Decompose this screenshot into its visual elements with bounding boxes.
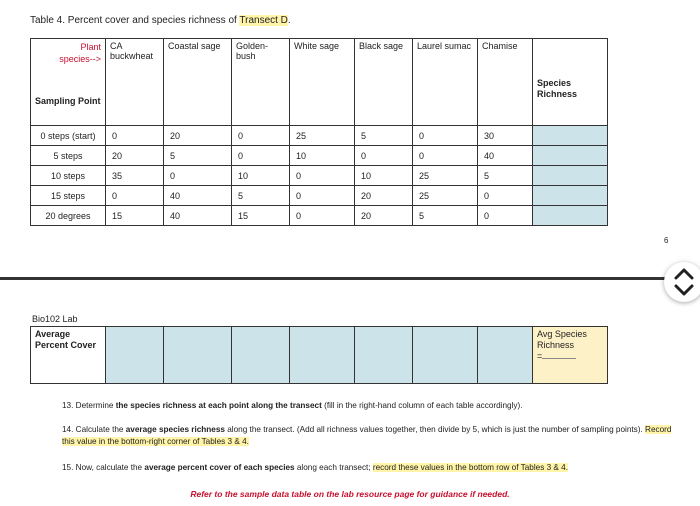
- plant-species-label: Plant species-->: [59, 42, 101, 64]
- question-15: 15. Now, calculate the average percent cover of each species along each transect; record these values in the bottom row of Tables 3 & 4.: [62, 463, 568, 472]
- species-header: Laurel sumac: [413, 39, 478, 126]
- richness-input-cell[interactable]: [533, 206, 608, 226]
- refer-note: Refer to the sample data table on the lab resource page for guidance if needed.: [190, 489, 510, 499]
- avg-cover-input-cell[interactable]: [355, 327, 413, 384]
- chevron-down-icon[interactable]: [673, 283, 695, 297]
- percent-cover-table: [30, 38, 608, 226]
- value-cell: 0: [290, 166, 355, 186]
- species-header: Coastal sage: [164, 39, 232, 126]
- species-header: Chamise: [478, 39, 533, 126]
- richness-input-cell[interactable]: [533, 126, 608, 146]
- avg-species-richness-cell[interactable]: [533, 327, 608, 384]
- value-cell: 5: [232, 186, 290, 206]
- value-cell: 20: [355, 206, 413, 226]
- avg-cover-input-cell[interactable]: [413, 327, 478, 384]
- value-cell: 30: [478, 126, 533, 146]
- value-cell: 0: [478, 186, 533, 206]
- value-cell: 0: [413, 126, 478, 146]
- value-cell: 25: [413, 166, 478, 186]
- value-cell: 0: [164, 166, 232, 186]
- avg-cover-input-cell[interactable]: [478, 327, 533, 384]
- sampling-point-cell: 5 steps: [31, 146, 106, 166]
- sampling-point-cell: 10 steps: [31, 166, 106, 186]
- value-cell: 0: [290, 206, 355, 226]
- lab-label: Bio102 Lab: [32, 314, 78, 324]
- sampling-point-cell: 20 degrees: [31, 206, 106, 226]
- caption-period: .: [287, 15, 291, 26]
- corner-header-cell: [31, 39, 106, 126]
- species-header: Golden-bush: [232, 39, 290, 126]
- value-cell: 20: [106, 146, 164, 166]
- value-cell: 5: [355, 126, 413, 146]
- avg-cover-input-cell[interactable]: [164, 327, 232, 384]
- value-cell: 40: [164, 186, 232, 206]
- page-divider: [0, 277, 700, 280]
- value-cell: 0: [106, 186, 164, 206]
- value-cell: 5: [164, 146, 232, 166]
- table-row: [31, 186, 608, 206]
- value-cell: 0: [232, 126, 290, 146]
- value-cell: 5: [413, 206, 478, 226]
- table-row: [31, 166, 608, 186]
- sampling-point-label: Sampling Point: [35, 96, 101, 106]
- value-cell: 15: [232, 206, 290, 226]
- question-14: 14. Calculate the average species richness along the transect. (Add all richness values together, then divide by 5, which is just the number of sampling points). Record this value in the bottom-right corner of Tables 3 & 4.: [62, 425, 672, 446]
- richness-input-cell[interactable]: [533, 186, 608, 206]
- value-cell: 0: [232, 146, 290, 166]
- value-cell: 40: [164, 206, 232, 226]
- avg-cover-input-cell[interactable]: [106, 327, 164, 384]
- sampling-point-cell: 0 steps (start): [31, 126, 106, 146]
- value-cell: 25: [413, 186, 478, 206]
- value-cell: 0: [106, 126, 164, 146]
- value-cell: 5: [478, 166, 533, 186]
- avg-richness-label: Avg Species Richness: [537, 329, 587, 350]
- value-cell: 20: [164, 126, 232, 146]
- table-row: [31, 126, 608, 146]
- transect-highlight: Transect D: [239, 15, 288, 26]
- value-cell: 0: [290, 186, 355, 206]
- value-cell: 15: [106, 206, 164, 226]
- species-header: Black sage: [355, 39, 413, 126]
- average-cover-table: [30, 326, 608, 384]
- species-header: CA buckwheat: [106, 39, 164, 126]
- value-cell: 0: [355, 146, 413, 166]
- species-richness-header: Species Richness: [533, 39, 608, 126]
- avg-cover-input-cell[interactable]: [232, 327, 290, 384]
- value-cell: 35: [106, 166, 164, 186]
- value-cell: 10: [232, 166, 290, 186]
- value-cell: 10: [290, 146, 355, 166]
- equals-sign: =: [537, 351, 543, 361]
- value-cell: 0: [413, 146, 478, 166]
- table-row: [31, 206, 608, 226]
- chevron-up-icon[interactable]: [673, 267, 695, 281]
- sampling-point-cell: 15 steps: [31, 186, 106, 206]
- table-row: [31, 146, 608, 166]
- page-nav-button[interactable]: [664, 262, 700, 302]
- value-cell: 0: [478, 206, 533, 226]
- page-number: 6: [664, 236, 669, 245]
- table-row: [31, 327, 608, 384]
- richness-input-cell[interactable]: [533, 166, 608, 186]
- value-cell: 40: [478, 146, 533, 166]
- question-13: 13. Determine the species richness at each point along the transect (fill in the right-hand column of each table accordingly).: [62, 401, 523, 410]
- species-header: White sage: [290, 39, 355, 126]
- table-caption: [30, 15, 291, 26]
- average-percent-cover-label: Average Percent Cover: [31, 327, 106, 384]
- richness-input-cell[interactable]: [533, 146, 608, 166]
- caption-text: Table 4. Percent cover and species richness of: [30, 15, 240, 26]
- value-cell: 20: [355, 186, 413, 206]
- avg-cover-input-cell[interactable]: [290, 327, 355, 384]
- value-cell: 25: [290, 126, 355, 146]
- value-cell: 10: [355, 166, 413, 186]
